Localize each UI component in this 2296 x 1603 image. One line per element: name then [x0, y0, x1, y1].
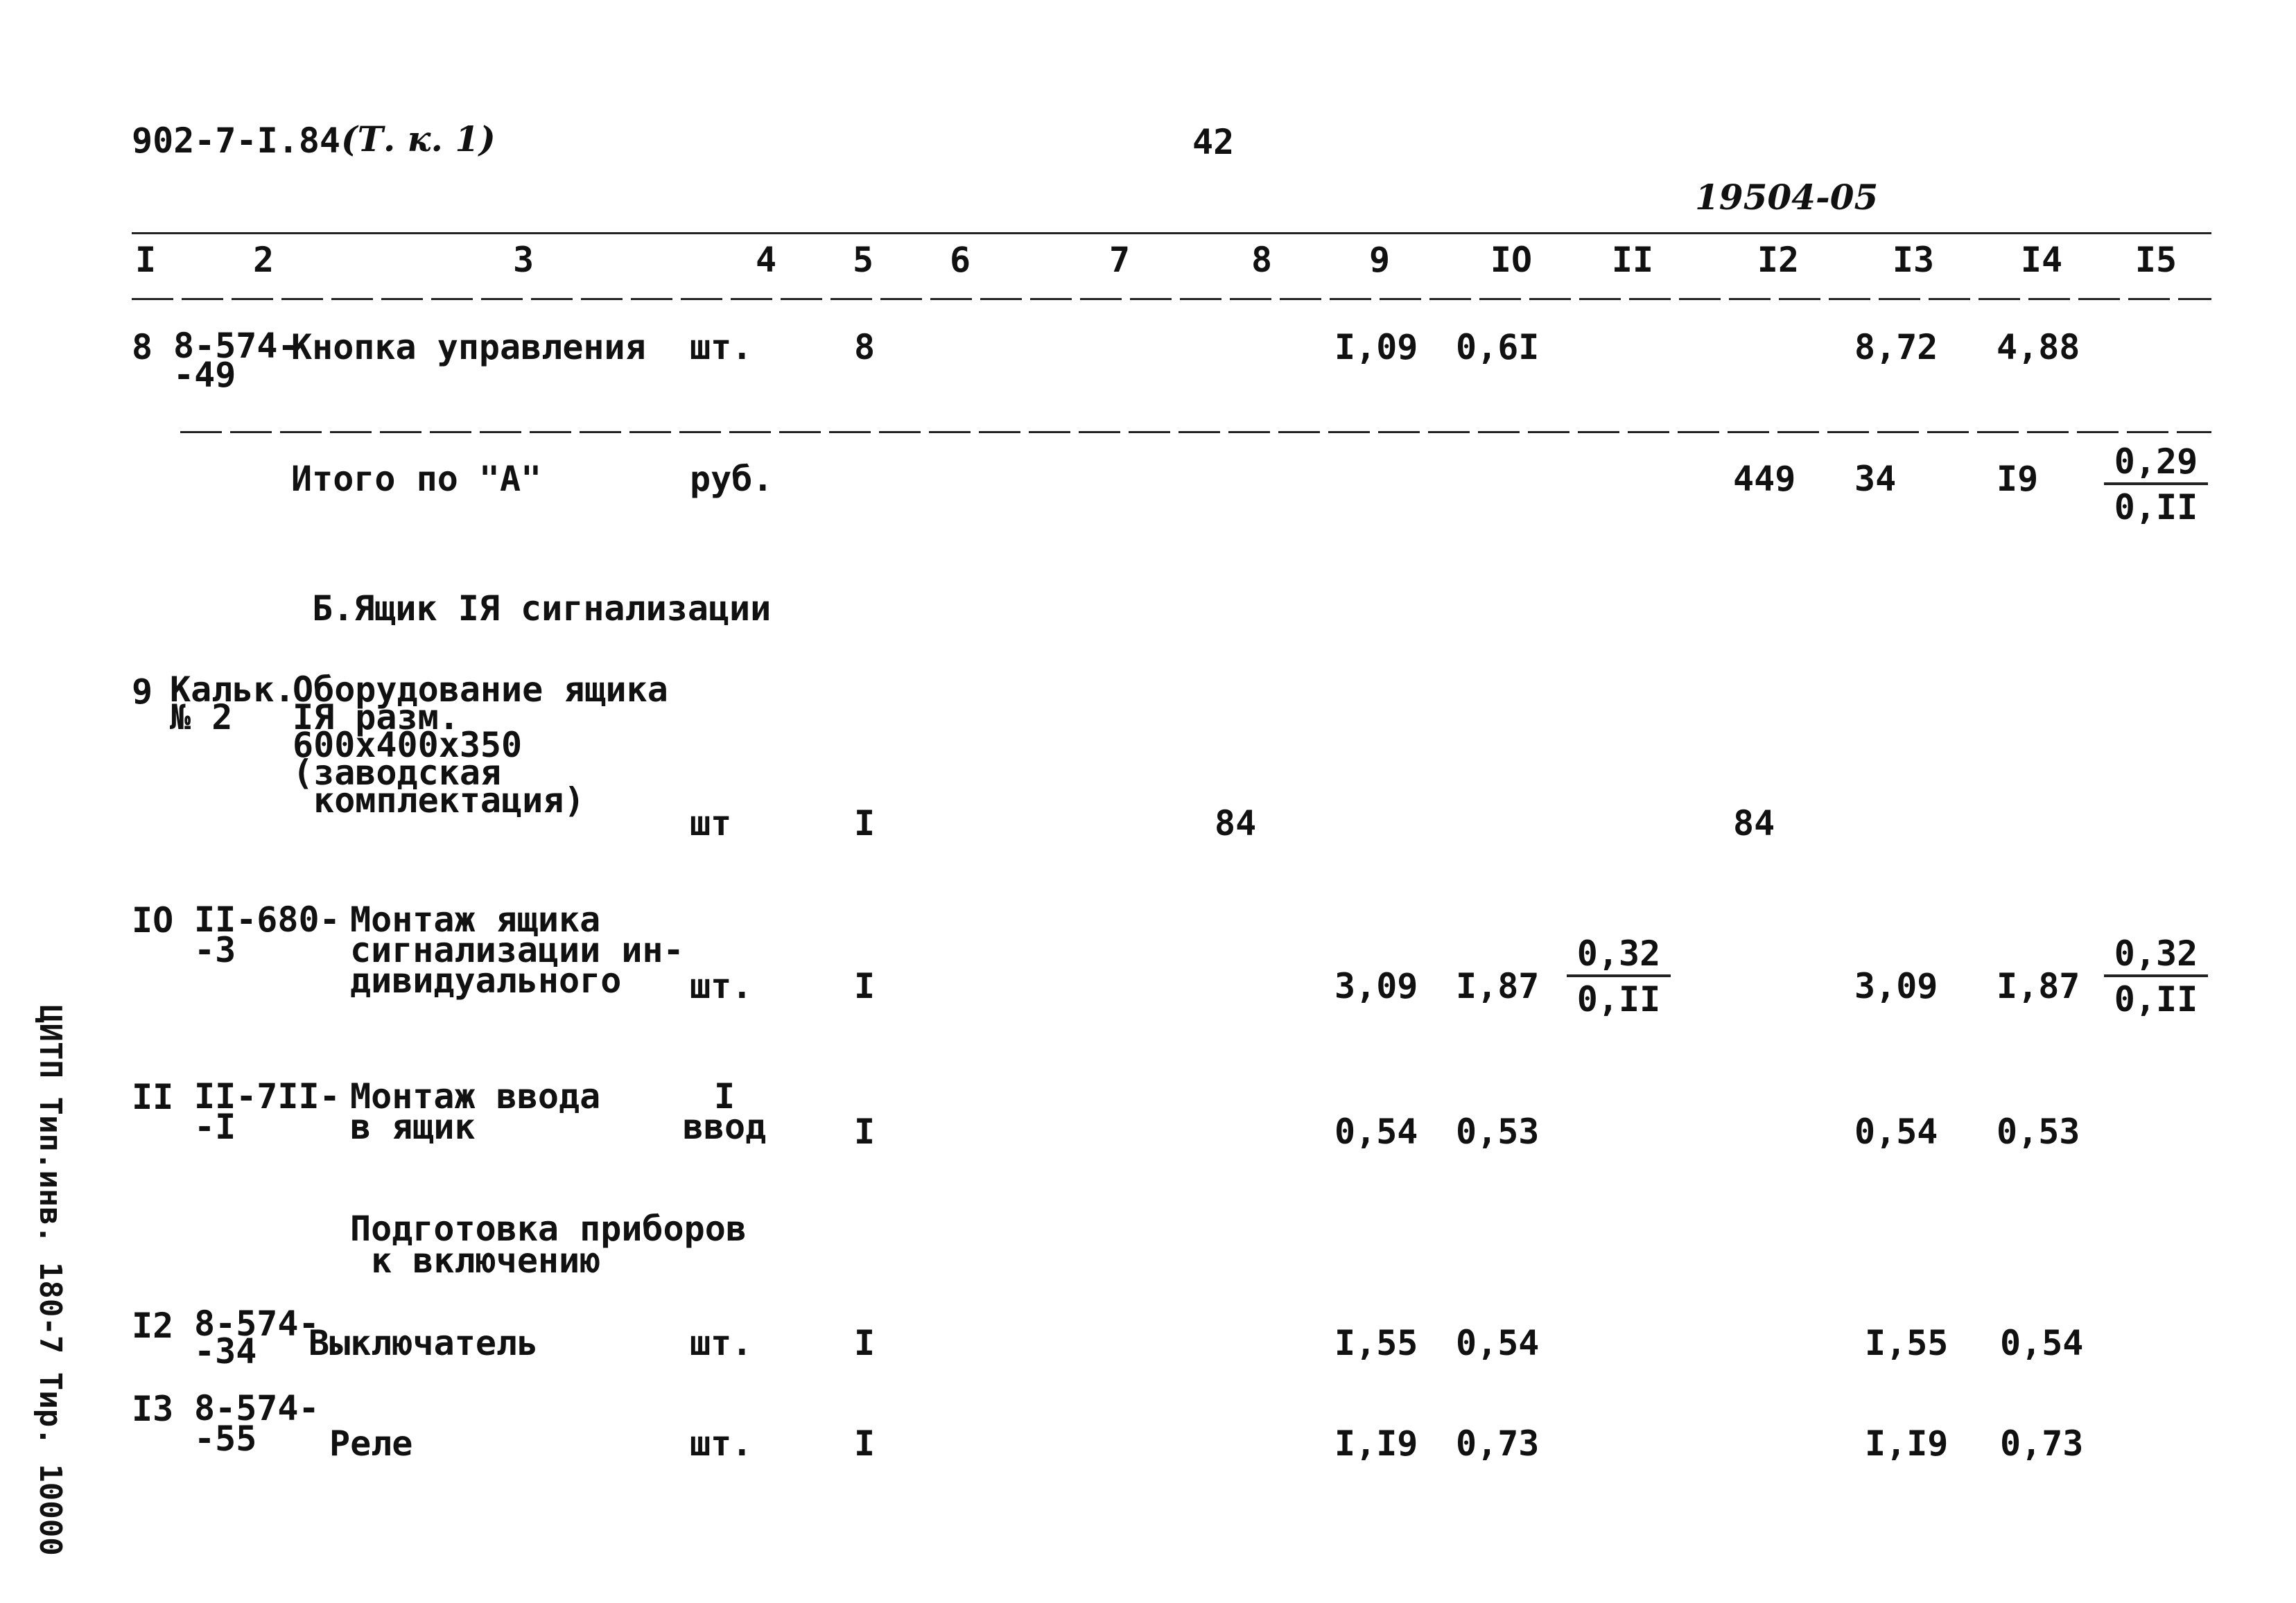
cell-col8: 84 [1215, 803, 1257, 843]
cell-col9: I,55 [1334, 1323, 1418, 1363]
cell-col13: 34 [1854, 459, 1897, 499]
cell-col13: I,I9 [1865, 1424, 1949, 1464]
col-header: I [134, 240, 157, 280]
col-header: 2 [252, 240, 275, 280]
unit: шт. [690, 1424, 753, 1464]
cell-col14: I,87 [1997, 966, 2080, 1006]
cell-col10: 0,73 [1456, 1424, 1540, 1464]
item-name: Кнопка управления [291, 327, 646, 367]
row-number: I2 [132, 1306, 174, 1346]
col-header: 7 [1108, 240, 1131, 280]
cell-col13: 0,54 [1854, 1112, 1938, 1152]
quantity: 8 [854, 327, 876, 367]
item-name: Оборудование ящика IЯ разм. 600х400х350 (заводская комплектация) [293, 669, 668, 821]
cell-col9: 3,09 [1334, 966, 1418, 1006]
cell-col14: 0,54 [2000, 1323, 2084, 1363]
unit: шт. [690, 966, 753, 1006]
cell-col14: 0,73 [2000, 1424, 2084, 1464]
col-header: 8 [1251, 240, 1273, 280]
subtotal-rule [180, 431, 2211, 433]
fraction-denominator: 0,II [1576, 979, 1661, 1019]
unit: шт. [690, 327, 753, 367]
norm-code: 8-574- -49 [173, 326, 299, 395]
fraction-denominator: 0,II [2114, 979, 2198, 1019]
cell-col9: 0,54 [1334, 1112, 1418, 1152]
item-name: Реле [329, 1424, 413, 1464]
unit: I ввод [682, 1076, 767, 1147]
cell-col13: I,55 [1865, 1323, 1949, 1363]
row-number: 8 [132, 327, 153, 367]
quantity: I [854, 803, 876, 843]
cell-col12: 84 [1733, 803, 1775, 843]
col-header: 3 [512, 240, 534, 280]
cell-col10: I,87 [1456, 966, 1540, 1006]
unit: шт. [690, 1323, 753, 1363]
document-code: 902-7-I.84 [132, 121, 341, 161]
quantity: I [854, 1112, 876, 1152]
col-header: 4 [755, 240, 777, 280]
col-header: 6 [949, 240, 971, 280]
fraction-denominator: 0,II [2114, 487, 2198, 527]
col-header: IO [1490, 240, 1533, 280]
header-bottom-rule [132, 298, 2211, 300]
header-top-rule [132, 232, 2211, 234]
norm-code: 8-574- -55 [194, 1388, 320, 1459]
fraction-numerator: 0,32 [2104, 936, 2208, 977]
cell-col14: 4,88 [1997, 327, 2080, 367]
cell-col9: I,I9 [1334, 1424, 1418, 1464]
cell-col11-fraction [1567, 936, 1671, 1017]
cell-col15-fraction [2104, 936, 2208, 1017]
cell-col10: 0,54 [1456, 1323, 1540, 1363]
norm-code: 8-574- -34 [194, 1304, 320, 1372]
total-label: Итого по "А" [291, 459, 542, 499]
cell-col14: I9 [1997, 459, 2039, 499]
cell-col13: 3,09 [1854, 966, 1938, 1006]
norm-code: Кальк. № 2 [170, 669, 295, 737]
row-number: 9 [132, 672, 153, 712]
col-header: I3 [1892, 240, 1935, 280]
col-header: I4 [2020, 240, 2063, 280]
item-name: Монтаж ящика сигнализации ин- дивидуального [350, 900, 684, 1001]
col-header: 5 [852, 240, 874, 280]
fraction-numerator: 0,32 [1567, 936, 1671, 977]
subsection-heading: Подготовка приборов к включению [350, 1209, 747, 1281]
norm-code: II-680- -3 [194, 900, 340, 970]
quantity: I [854, 1323, 876, 1363]
page-number: 42 [1192, 122, 1235, 162]
col-header: I2 [1757, 240, 1800, 280]
col-header: II [1611, 240, 1654, 280]
row-number: II [132, 1077, 174, 1117]
cell-col14: 0,53 [1997, 1112, 2080, 1152]
cell-col9: I,09 [1334, 327, 1418, 367]
col-header: 9 [1368, 240, 1391, 280]
norm-code: II-7II- -I [194, 1076, 340, 1147]
document-note: (Т. к. 1) [341, 119, 496, 159]
item-name: Монтаж ввода в ящик [350, 1076, 601, 1147]
cell-col10: 0,6I [1456, 327, 1540, 367]
quantity: I [854, 1424, 876, 1464]
fraction-numerator: 0,29 [2104, 444, 2208, 485]
quantity: I [854, 966, 876, 1006]
row-number: IO [132, 900, 174, 940]
cell-col12: 449 [1733, 459, 1796, 499]
col-header: I5 [2134, 240, 2177, 280]
printer-imprint: ЦИТП Тип.инв. 180-7 Тир. 10000 [33, 1005, 68, 1556]
registration-stamp: 19504-05 [1695, 177, 1879, 218]
unit: шт [690, 803, 732, 843]
section-heading: Б.Ящик IЯ сигнализации [312, 588, 772, 629]
cell-col10: 0,53 [1456, 1112, 1540, 1152]
cell-col13: 8,72 [1854, 327, 1938, 367]
cell-col15-fraction [2104, 441, 2208, 527]
row-number: I3 [132, 1389, 174, 1429]
item-name: Выключатель [308, 1323, 539, 1363]
unit: руб. [690, 459, 774, 499]
